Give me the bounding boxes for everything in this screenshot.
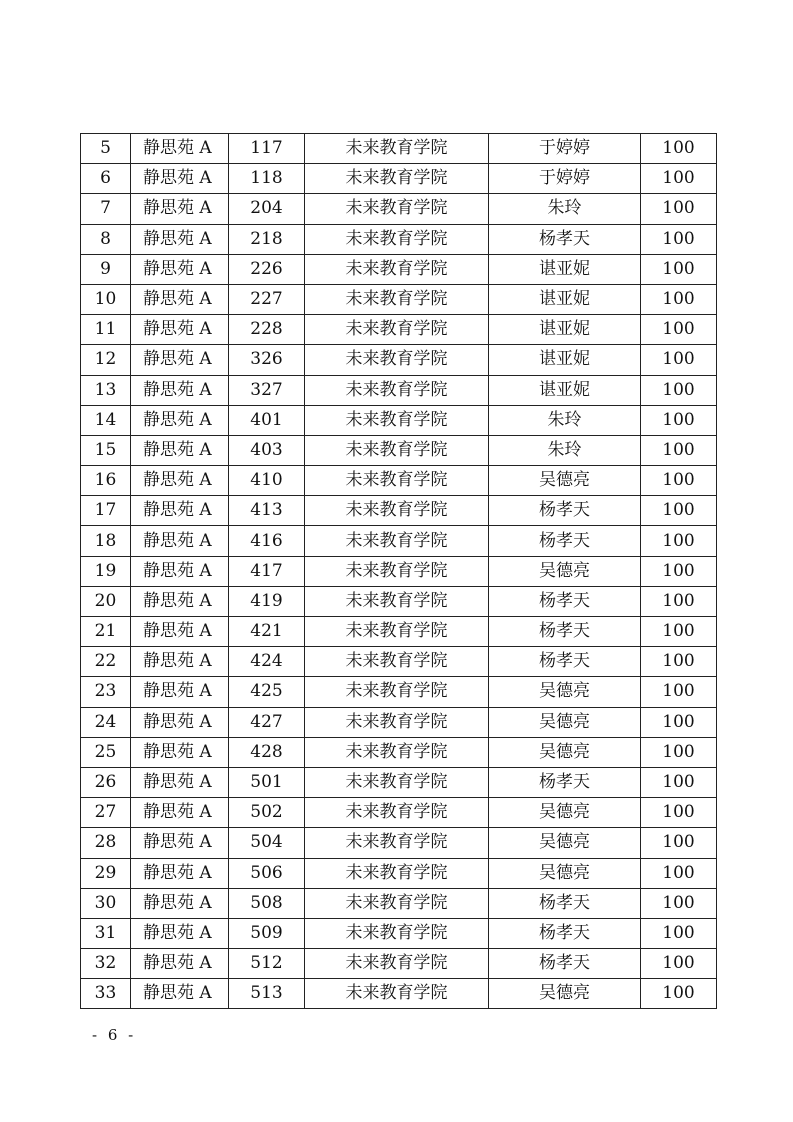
cell-room: 421 [229, 617, 305, 647]
cell-score: 100 [641, 466, 717, 496]
cell-college: 未来教育学院 [305, 949, 489, 979]
cell-college: 未来教育学院 [305, 254, 489, 284]
cell-room: 226 [229, 254, 305, 284]
table-row [81, 224, 717, 254]
cell-index: 26 [81, 767, 131, 797]
cell-score: 100 [641, 677, 717, 707]
cell-index: 5 [81, 134, 131, 164]
table-row [81, 737, 717, 767]
cell-college: 未来教育学院 [305, 526, 489, 556]
cell-building: 静思苑 A [131, 767, 229, 797]
cell-building: 静思苑 A [131, 405, 229, 435]
cell-index: 13 [81, 375, 131, 405]
table-row [81, 798, 717, 828]
cell-index: 8 [81, 224, 131, 254]
cell-index: 31 [81, 918, 131, 948]
cell-counselor: 朱玲 [489, 435, 641, 465]
cell-building: 静思苑 A [131, 677, 229, 707]
table-row [81, 707, 717, 737]
cell-counselor: 杨孝天 [489, 647, 641, 677]
cell-building: 静思苑 A [131, 345, 229, 375]
cell-college: 未来教育学院 [305, 466, 489, 496]
cell-building: 静思苑 A [131, 556, 229, 586]
cell-score: 100 [641, 284, 717, 314]
cell-index: 28 [81, 828, 131, 858]
cell-score: 100 [641, 435, 717, 465]
cell-room: 327 [229, 375, 305, 405]
table-row [81, 194, 717, 224]
cell-college: 未来教育学院 [305, 586, 489, 616]
cell-room: 425 [229, 677, 305, 707]
cell-counselor: 吴德亮 [489, 828, 641, 858]
cell-index: 15 [81, 435, 131, 465]
cell-score: 100 [641, 586, 717, 616]
cell-index: 18 [81, 526, 131, 556]
cell-room: 427 [229, 707, 305, 737]
table-row [81, 315, 717, 345]
cell-index: 6 [81, 164, 131, 194]
page-number: - 6 - [92, 1026, 137, 1044]
table-row [81, 466, 717, 496]
cell-score: 100 [641, 526, 717, 556]
cell-college: 未来教育学院 [305, 556, 489, 586]
cell-index: 16 [81, 466, 131, 496]
cell-index: 14 [81, 405, 131, 435]
cell-counselor: 吴德亮 [489, 858, 641, 888]
cell-building: 静思苑 A [131, 858, 229, 888]
cell-score: 100 [641, 918, 717, 948]
cell-index: 25 [81, 737, 131, 767]
cell-building: 静思苑 A [131, 647, 229, 677]
cell-college: 未来教育学院 [305, 647, 489, 677]
cell-building: 静思苑 A [131, 918, 229, 948]
cell-counselor: 谌亚妮 [489, 375, 641, 405]
cell-counselor: 谌亚妮 [489, 345, 641, 375]
cell-counselor: 杨孝天 [489, 918, 641, 948]
cell-college: 未来教育学院 [305, 918, 489, 948]
cell-building: 静思苑 A [131, 979, 229, 1009]
cell-college: 未来教育学院 [305, 737, 489, 767]
cell-score: 100 [641, 858, 717, 888]
cell-college: 未来教育学院 [305, 134, 489, 164]
cell-index: 19 [81, 556, 131, 586]
table-body [81, 134, 717, 1009]
cell-building: 静思苑 A [131, 798, 229, 828]
table-row [81, 405, 717, 435]
cell-college: 未来教育学院 [305, 375, 489, 405]
cell-room: 419 [229, 586, 305, 616]
cell-college: 未来教育学院 [305, 979, 489, 1009]
cell-counselor: 杨孝天 [489, 617, 641, 647]
cell-score: 100 [641, 345, 717, 375]
cell-counselor: 杨孝天 [489, 496, 641, 526]
table-row [81, 586, 717, 616]
cell-counselor: 杨孝天 [489, 586, 641, 616]
cell-counselor: 吴德亮 [489, 707, 641, 737]
table-row [81, 949, 717, 979]
table-row [81, 888, 717, 918]
cell-score: 100 [641, 798, 717, 828]
table-row [81, 254, 717, 284]
cell-index: 12 [81, 345, 131, 375]
cell-room: 424 [229, 647, 305, 677]
cell-room: 204 [229, 194, 305, 224]
cell-score: 100 [641, 194, 717, 224]
cell-counselor: 吴德亮 [489, 677, 641, 707]
cell-counselor: 于婷婷 [489, 164, 641, 194]
cell-score: 100 [641, 254, 717, 284]
cell-college: 未来教育学院 [305, 345, 489, 375]
table-row [81, 556, 717, 586]
cell-room: 118 [229, 164, 305, 194]
cell-score: 100 [641, 828, 717, 858]
cell-building: 静思苑 A [131, 435, 229, 465]
cell-score: 100 [641, 767, 717, 797]
cell-index: 29 [81, 858, 131, 888]
cell-building: 静思苑 A [131, 284, 229, 314]
cell-building: 静思苑 A [131, 737, 229, 767]
cell-score: 100 [641, 405, 717, 435]
cell-counselor: 杨孝天 [489, 526, 641, 556]
cell-score: 100 [641, 617, 717, 647]
cell-room: 416 [229, 526, 305, 556]
dormitory-score-table [80, 133, 717, 1009]
cell-room: 227 [229, 284, 305, 314]
cell-room: 512 [229, 949, 305, 979]
cell-counselor: 吴德亮 [489, 466, 641, 496]
table-row [81, 767, 717, 797]
cell-building: 静思苑 A [131, 134, 229, 164]
cell-building: 静思苑 A [131, 224, 229, 254]
cell-college: 未来教育学院 [305, 284, 489, 314]
cell-building: 静思苑 A [131, 315, 229, 345]
cell-counselor: 杨孝天 [489, 888, 641, 918]
cell-room: 401 [229, 405, 305, 435]
cell-college: 未来教育学院 [305, 315, 489, 345]
cell-room: 501 [229, 767, 305, 797]
cell-college: 未来教育学院 [305, 617, 489, 647]
cell-score: 100 [641, 888, 717, 918]
cell-counselor: 吴德亮 [489, 979, 641, 1009]
cell-index: 22 [81, 647, 131, 677]
cell-college: 未来教育学院 [305, 194, 489, 224]
table-row [81, 979, 717, 1009]
cell-college: 未来教育学院 [305, 496, 489, 526]
cell-college: 未来教育学院 [305, 164, 489, 194]
cell-building: 静思苑 A [131, 888, 229, 918]
cell-room: 218 [229, 224, 305, 254]
cell-room: 417 [229, 556, 305, 586]
cell-score: 100 [641, 647, 717, 677]
cell-college: 未来教育学院 [305, 435, 489, 465]
cell-score: 100 [641, 556, 717, 586]
cell-college: 未来教育学院 [305, 707, 489, 737]
cell-building: 静思苑 A [131, 949, 229, 979]
cell-score: 100 [641, 315, 717, 345]
cell-college: 未来教育学院 [305, 224, 489, 254]
cell-building: 静思苑 A [131, 526, 229, 556]
cell-building: 静思苑 A [131, 617, 229, 647]
cell-index: 7 [81, 194, 131, 224]
cell-room: 117 [229, 134, 305, 164]
table-row [81, 828, 717, 858]
cell-counselor: 朱玲 [489, 405, 641, 435]
cell-room: 513 [229, 979, 305, 1009]
cell-counselor: 杨孝天 [489, 224, 641, 254]
cell-counselor: 朱玲 [489, 194, 641, 224]
table-row [81, 617, 717, 647]
table-row [81, 918, 717, 948]
cell-index: 10 [81, 284, 131, 314]
cell-building: 静思苑 A [131, 466, 229, 496]
table-row [81, 858, 717, 888]
cell-score: 100 [641, 134, 717, 164]
cell-score: 100 [641, 496, 717, 526]
cell-index: 9 [81, 254, 131, 284]
cell-index: 23 [81, 677, 131, 707]
cell-counselor: 吴德亮 [489, 556, 641, 586]
cell-building: 静思苑 A [131, 828, 229, 858]
cell-room: 504 [229, 828, 305, 858]
cell-college: 未来教育学院 [305, 677, 489, 707]
cell-index: 30 [81, 888, 131, 918]
table-row [81, 375, 717, 405]
cell-room: 403 [229, 435, 305, 465]
cell-index: 17 [81, 496, 131, 526]
cell-college: 未来教育学院 [305, 888, 489, 918]
table-row [81, 647, 717, 677]
table-row [81, 526, 717, 556]
cell-score: 100 [641, 737, 717, 767]
cell-building: 静思苑 A [131, 586, 229, 616]
cell-score: 100 [641, 164, 717, 194]
cell-counselor: 杨孝天 [489, 949, 641, 979]
cell-room: 410 [229, 466, 305, 496]
cell-counselor: 杨孝天 [489, 767, 641, 797]
table-row [81, 435, 717, 465]
cell-counselor: 吴德亮 [489, 798, 641, 828]
cell-college: 未来教育学院 [305, 828, 489, 858]
cell-room: 502 [229, 798, 305, 828]
cell-index: 33 [81, 979, 131, 1009]
cell-index: 11 [81, 315, 131, 345]
cell-room: 228 [229, 315, 305, 345]
cell-counselor: 吴德亮 [489, 737, 641, 767]
cell-index: 32 [81, 949, 131, 979]
table-row [81, 345, 717, 375]
table-row [81, 496, 717, 526]
cell-college: 未来教育学院 [305, 767, 489, 797]
cell-college: 未来教育学院 [305, 798, 489, 828]
cell-college: 未来教育学院 [305, 405, 489, 435]
cell-room: 506 [229, 858, 305, 888]
table-row [81, 284, 717, 314]
cell-index: 24 [81, 707, 131, 737]
cell-building: 静思苑 A [131, 164, 229, 194]
cell-room: 509 [229, 918, 305, 948]
cell-counselor: 谌亚妮 [489, 254, 641, 284]
cell-score: 100 [641, 224, 717, 254]
cell-building: 静思苑 A [131, 707, 229, 737]
cell-room: 326 [229, 345, 305, 375]
cell-room: 428 [229, 737, 305, 767]
cell-room: 413 [229, 496, 305, 526]
table-row [81, 164, 717, 194]
table-row [81, 677, 717, 707]
cell-index: 27 [81, 798, 131, 828]
cell-counselor: 于婷婷 [489, 134, 641, 164]
cell-building: 静思苑 A [131, 194, 229, 224]
cell-counselor: 谌亚妮 [489, 315, 641, 345]
cell-building: 静思苑 A [131, 375, 229, 405]
cell-building: 静思苑 A [131, 496, 229, 526]
cell-score: 100 [641, 707, 717, 737]
cell-score: 100 [641, 949, 717, 979]
cell-score: 100 [641, 375, 717, 405]
cell-building: 静思苑 A [131, 254, 229, 284]
cell-index: 21 [81, 617, 131, 647]
cell-counselor: 谌亚妮 [489, 284, 641, 314]
cell-score: 100 [641, 979, 717, 1009]
cell-college: 未来教育学院 [305, 858, 489, 888]
cell-room: 508 [229, 888, 305, 918]
cell-index: 20 [81, 586, 131, 616]
table-row [81, 134, 717, 164]
